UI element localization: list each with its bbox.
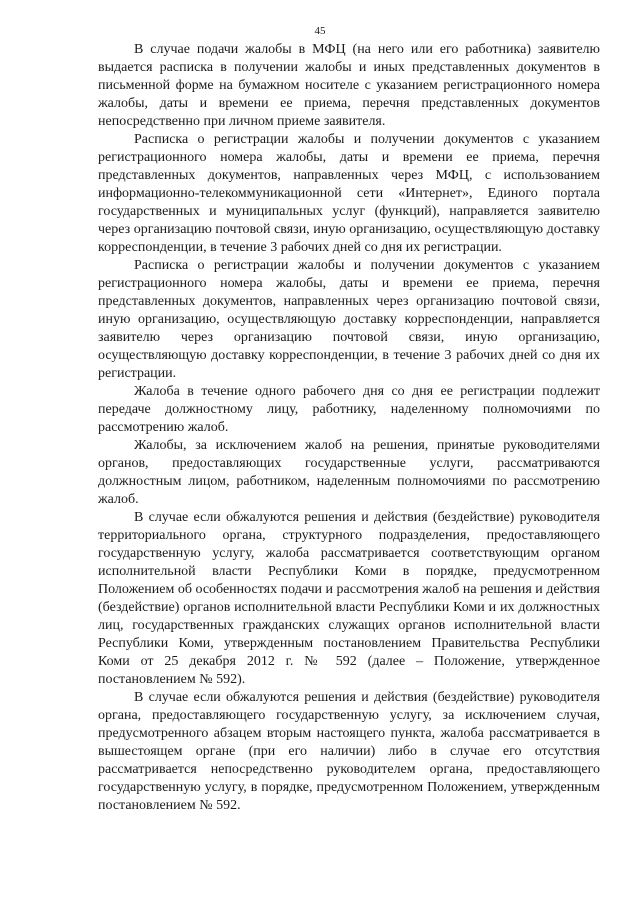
- paragraph: В случае если обжалуются решения и действия (бездействие) руководителя органа, предоставляющего государственную услугу, за исключением случая, предусмотренного абзацем вторым настоящего пункта, жалоба рассматривается в вышестоящем органе (при его наличии) либо в случае его отсутствия рассматривается непосредственно руководителем органа, предоставляющего государственную услугу, в порядке, предусмотренном Положением, утвержденным постановлением № 592.: [98, 690, 600, 813]
- paragraph: Расписка о регистрации жалобы и получении документов с указанием регистрационного номера жалобы, даты и времени ее приема, перечня представленных документов, направленных через МФЦ, с использованием информационно-телекоммуникационной сети «Интернет», Единого портала государственных и муниципальных услуг (функций), направляется заявителю через организацию почтовой связи, иную организацию, осуществляющую доставку корреспонденции, в течение 3 рабочих дней со дня их регистрации.: [98, 132, 600, 255]
- paragraph: Жалобы, за исключением жалоб на решения, принятые руководителями органов, предоставляющих государственные услуги, рассматриваются должностным лицом, работником, наделенным полномочиями по рассмотрению жалоб.: [98, 438, 600, 507]
- paragraph: Жалоба в течение одного рабочего дня со дня ее регистрации подлежит передаче должностному лицу, работнику, наделенному полномочиями по рассмотрению жалоб.: [98, 384, 600, 435]
- paragraph: В случае подачи жалобы в МФЦ (на него или его работника) заявителю выдается расписка в получении жалобы и иных представленных документов в письменной форме на бумажном носителе с указанием регистрационного номера жалобы, даты и времени ее приема, перечня представленных документов непосредственно при личном приеме заявителя.: [98, 42, 600, 129]
- paragraph: В случае если обжалуются решения и действия (бездействие) руководителя территориального органа, структурного подразделения, предоставляющего государственную услугу, жалоба рассматривается соответствующим органом исполнительной власти Республики Коми в порядке, предусмотренном Положением об особенностях подачи и рассмотрения жалоб на решения и действия (бездействие) органов исполнительной власти Республики Коми и их должностных лиц, государственных гражданских служащих органов исполнительной власти Республики Коми, утвержденным постановлением Правительства Республики Коми от 25 декабря 2012 г. № 592 (далее – Положение, утвержденное постановлением № 592).: [98, 510, 600, 687]
- page-number: 45: [314, 25, 326, 37]
- body-text: [98, 41, 600, 815]
- paragraph: Расписка о регистрации жалобы и получении документов с указанием регистрационного номера жалобы, даты и времени ее приема, перечня представленных документов, направленных через организацию почтовой связи, иную организацию, осуществляющую доставку корреспонденции, направляется заявителю через организацию почтовой связи, иную организацию, осуществляющую доставку корреспонденции, в течение 3 рабочих дней со дня их регистрации.: [98, 258, 600, 381]
